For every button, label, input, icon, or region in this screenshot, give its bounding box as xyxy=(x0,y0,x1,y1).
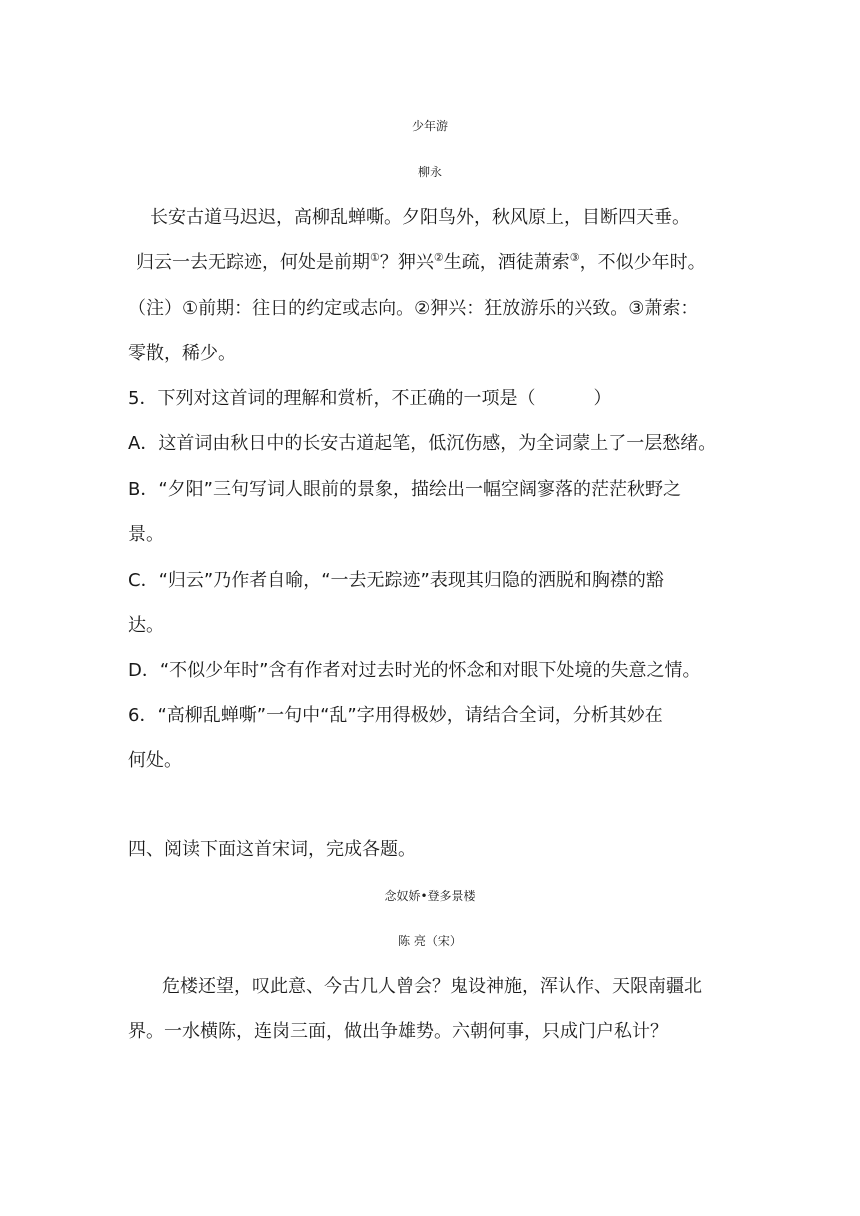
option-b-line-1: B．“夕阳”三句写词人眼前的景象，描绘出一幅空阔寥落的茫茫秋野之 xyxy=(128,479,681,500)
question-6-line-1: 6．“高柳乱蝉嘶”一句中“乱”字用得极妙，请结合全词，分析其妙在 xyxy=(128,705,663,726)
poem-title: 少年游 xyxy=(411,119,448,133)
question-6-line-2: 何处。 xyxy=(128,750,182,771)
footnote-marker-3: ③ xyxy=(569,251,580,264)
option-c-line-1: C．“归云”乃作者自喻，“一去无踪迹”表现其归隐的洒脱和胸襟的豁 xyxy=(128,570,664,591)
option-b-line-2: 景。 xyxy=(128,524,164,545)
poem-2-line-2: 界。一水横陈，连岗三面，做出争雄势。六朝何事，只成门户私计？ xyxy=(128,1021,668,1042)
poem-author: 柳永 xyxy=(417,165,442,179)
footnote-marker-1: ① xyxy=(370,251,380,264)
poem-line-1: 长安古道马迟迟，高柳乱蝉嘶。夕阳鸟外，秋风原上，目断四天垂。 xyxy=(150,207,690,228)
poem-2-author: 陈 亮（宋） xyxy=(398,934,462,948)
option-c-line-2: 达。 xyxy=(128,615,164,636)
poem-2-title: 念奴娇•登多景楼 xyxy=(384,889,476,903)
question-5-stem-text: 5．下列对这首词的理解和赏析，不正确的一项是（ xyxy=(128,388,536,409)
option-d: D．“不似少年时”含有作者对过去时光的怀念和对眼下处境的失意之情。 xyxy=(128,660,701,681)
note-line-2: 零散，稀少。 xyxy=(128,343,236,364)
poem-line-2-part2: ？狎兴 xyxy=(379,252,434,273)
poem-line-2-part3: 生疏，酒徒萧索 xyxy=(443,252,570,273)
poem-line-2 xyxy=(136,251,706,275)
option-a: A．这首词由秋日中的长安古道起笔，低沉伤感，为全词蒙上了一层愁绪。 xyxy=(128,433,717,454)
poem-2-line-1: 危楼还望，叹此意、今古几人曾会？鬼设神施，浑认作、天限南疆北 xyxy=(162,976,702,997)
note-line-1: （注）①前期：往日的约定或志向。②狎兴：狂放游乐的兴致。③萧索： xyxy=(128,298,699,319)
question-5-stem xyxy=(128,387,611,411)
footnote-marker-2: ② xyxy=(433,251,444,264)
poem-line-2-part1: 归云一去无踪迹，何处是前期 xyxy=(136,252,370,273)
question-5-stem-close: ） xyxy=(593,388,612,409)
section-4-heading: 四、阅读下面这首宋词，完成各题。 xyxy=(128,839,416,860)
poem-line-2-part4: ，不似少年时。 xyxy=(579,252,706,273)
